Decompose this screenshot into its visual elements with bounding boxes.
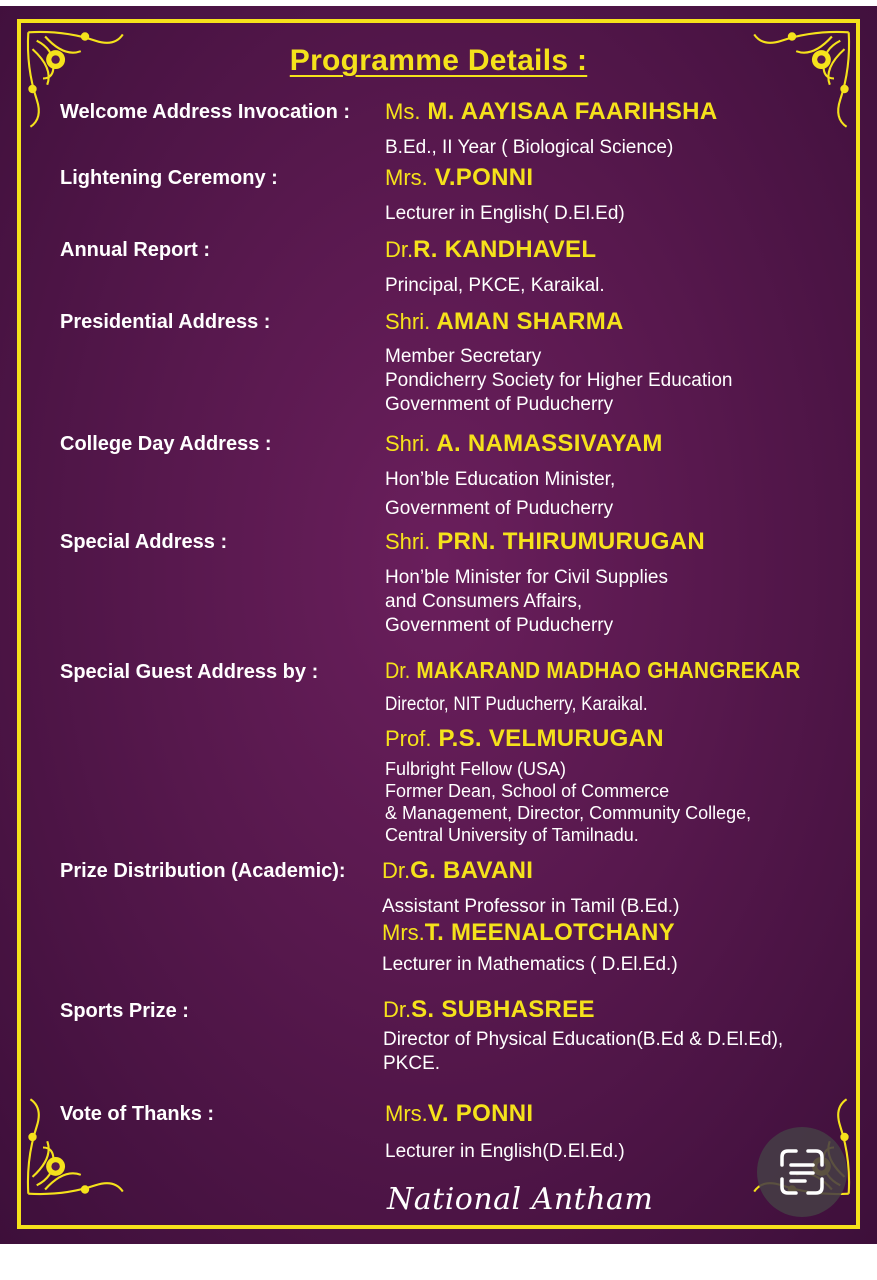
page-title: Programme Details : [289, 44, 588, 77]
item-label: Prize Distribution (Academic): [60, 860, 346, 882]
speaker-desc: Hon’ble Education Minister, [385, 469, 616, 490]
programme-poster [0, 6, 877, 1244]
item-label: Lightening Ceremony : [60, 167, 278, 189]
speaker-desc: Member Secretary [385, 346, 542, 367]
item-label: Vote of Thanks : [60, 1103, 215, 1125]
speaker-name: Shri. AMAN SHARMA [385, 308, 624, 335]
closing-anthem: National Antham [387, 1182, 654, 1217]
speaker-desc: Government of Puducherry [385, 394, 614, 415]
speaker-desc: Lecturer in English( D.El.Ed) [385, 203, 625, 224]
speaker-name: Dr.G. BAVANI [382, 857, 534, 884]
speaker-desc: Lecturer in English(D.El.Ed.) [385, 1141, 625, 1162]
text-scan-button[interactable] [757, 1127, 847, 1217]
speaker-desc: Government of Puducherry [385, 498, 614, 519]
speaker-desc: Fulbright Fellow (USA) [385, 759, 567, 779]
item-label: Annual Report : [60, 239, 210, 261]
speaker-desc: Central University of Tamilnadu. [385, 825, 639, 845]
corner-ornament-icon [750, 26, 855, 131]
speaker-desc: Former Dean, School of Commerce [385, 781, 670, 801]
speaker-desc: & Management, Director, Community College, [385, 803, 752, 823]
speaker-desc: Government of Puducherry [385, 615, 614, 636]
speaker-name: Dr.S. SUBHASREE [383, 996, 595, 1023]
speaker-name: Dr. MAKARAND MADHAO GHANGREKAR [385, 657, 801, 683]
speaker-name: Ms. M. AAYISAA FAARIHSHA [385, 98, 718, 125]
speaker-name: Dr.R. KANDHAVEL [385, 236, 597, 263]
speaker-name: Mrs. V.PONNI [385, 164, 534, 191]
speaker-desc: and Consumers Affairs, [385, 591, 583, 612]
speaker-name: Mrs.V. PONNI [385, 1100, 534, 1127]
speaker-desc: Assistant Professor in Tamil (B.Ed.) [382, 896, 680, 917]
speaker-desc: Pondicherry Society for Higher Education [385, 370, 733, 391]
item-label: Special Guest Address by : [60, 661, 319, 683]
speaker-name: Shri. PRN. THIRUMURUGAN [385, 528, 705, 555]
speaker-name: Prof. P.S. VELMURUGAN [385, 725, 664, 752]
item-label: Special Address : [60, 531, 228, 553]
speaker-desc: Hon’ble Minister for Civil Supplies [385, 567, 668, 588]
item-label: Welcome Address Invocation : [60, 101, 351, 123]
speaker-desc: Lecturer in Mathematics ( D.El.Ed.) [382, 954, 678, 975]
speaker-desc: PKCE. [383, 1053, 441, 1074]
item-label: College Day Address : [60, 433, 272, 455]
speaker-desc: Director of Physical Education(B.Ed & D.El.Ed), [383, 1029, 784, 1050]
speaker-desc: Principal, PKCE, Karaikal. [385, 275, 605, 296]
speaker-name: Shri. A. NAMASSIVAYAM [385, 430, 663, 457]
item-label: Presidential Address : [60, 311, 271, 333]
text-scan-icon [757, 1127, 847, 1217]
speaker-name: Mrs.T. MEENALOTCHANY [382, 919, 675, 946]
speaker-desc: Director, NIT Puducherry, Karaikal. [385, 694, 648, 715]
item-label: Sports Prize : [60, 1000, 189, 1022]
speaker-desc: B.Ed., II Year ( Biological Science) [385, 137, 674, 158]
